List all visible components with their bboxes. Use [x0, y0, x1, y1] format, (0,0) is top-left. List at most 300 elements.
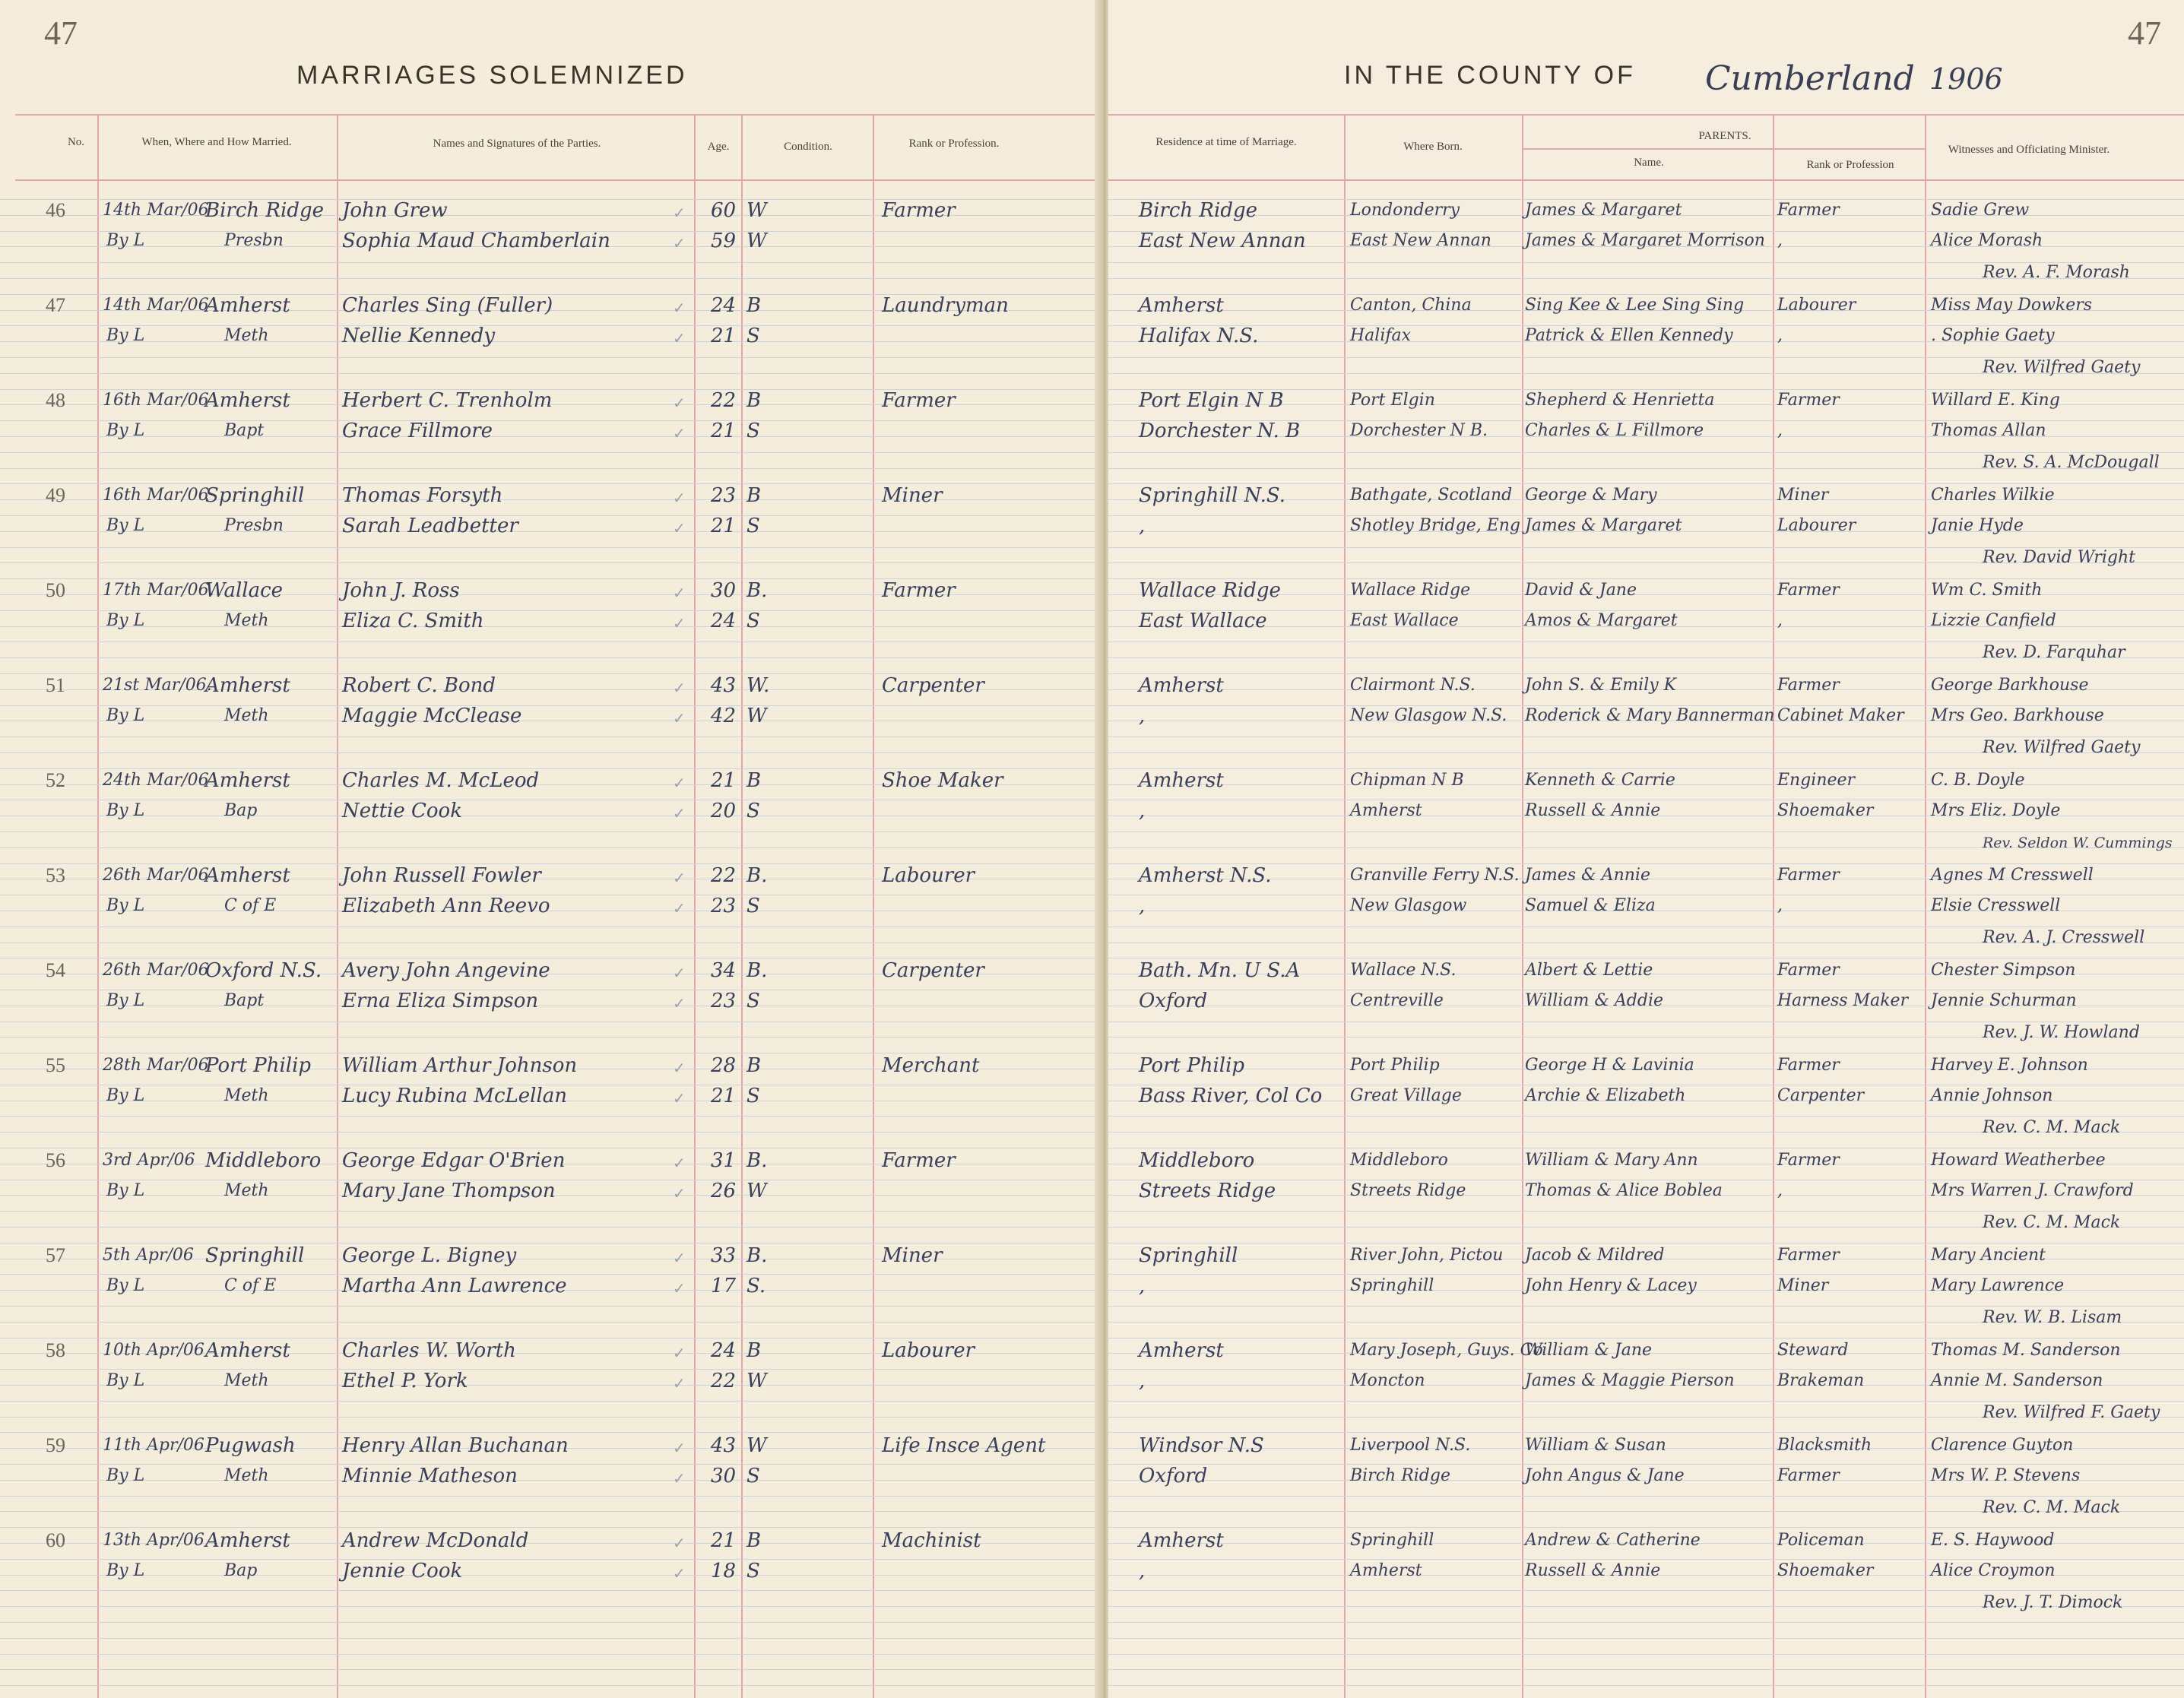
county-name: Cumberland [1705, 59, 1915, 98]
marriage-place: Springhill [205, 1244, 305, 1267]
ruled-line [1108, 1590, 2184, 1591]
header-rule-right [1108, 114, 2184, 116]
marriage-date: 17th Mar/06. [103, 581, 214, 600]
groom-profession: Carpenter [882, 674, 984, 697]
ruled-line [0, 610, 1101, 611]
denomination: Bapt [224, 991, 265, 1010]
ruled-line [0, 1116, 1101, 1117]
bride-name: Martha Ann Lawrence [342, 1275, 567, 1297]
ruled-line [0, 531, 1101, 532]
groom-residence: Bath. Mn. U S.A [1139, 959, 1301, 982]
bride-name: Lucy Rubina McLellan [342, 1085, 568, 1107]
groom-age: 60 [711, 199, 737, 222]
header-born: Where Born. [1403, 141, 1463, 153]
marriage-place: Amherst [205, 389, 290, 412]
marriage-place: Oxford N.S. [205, 959, 322, 982]
ruled-line [0, 1464, 1101, 1465]
groom-age: 21 [711, 1529, 737, 1552]
marriage-method: By L [106, 1181, 145, 1200]
bride-birthplace: Centreville [1350, 991, 1444, 1010]
entry-number: 54 [46, 959, 65, 981]
bride-condition: S [746, 990, 760, 1012]
marriage-method: By L [106, 1561, 145, 1580]
officiating-minister: Rev. J. W. Howland [1983, 1023, 2140, 1042]
witness-1: Charles Wilkie [1931, 486, 2055, 505]
ruled-line [0, 1401, 1101, 1402]
ruled-line [0, 1417, 1101, 1418]
groom-birthplace: Middleboro [1350, 1151, 1448, 1170]
check-mark-icon: ✓ [673, 1089, 686, 1107]
check-mark-icon: ✓ [673, 1154, 686, 1172]
groom-parents: John S. & Emily K [1525, 676, 1677, 695]
witness-1: Harvey E. Johnson [1931, 1056, 2088, 1075]
bride-age: 30 [711, 1465, 737, 1487]
check-mark-icon: ✓ [673, 804, 686, 822]
col-rule-2 [337, 114, 338, 1698]
bride-age: 17 [711, 1275, 737, 1297]
marriage-place: Amherst [205, 674, 290, 697]
marriage-method: By L [106, 421, 145, 440]
groom-condition: B. [746, 1244, 768, 1267]
witness-1: Clarence Guyton [1931, 1436, 2074, 1455]
entry-number: 59 [46, 1434, 65, 1456]
marriage-place: Birch Ridge [205, 199, 324, 222]
groom-name: John Grew [342, 199, 448, 222]
groom-age: 21 [711, 769, 737, 792]
bride-age: 42 [711, 705, 737, 727]
bride-parents-profession: Farmer [1777, 1466, 1840, 1485]
ruled-line [0, 468, 1101, 469]
groom-residence: Wallace Ridge [1139, 579, 1281, 602]
witness-2: Jennie Schurman [1931, 991, 2077, 1010]
groom-residence: Amherst [1139, 1339, 1224, 1362]
denomination: Meth [224, 1466, 269, 1485]
marriage-method: By L [106, 1276, 145, 1295]
groom-parents: William & Susan [1525, 1436, 1666, 1455]
denomination: Presbn [224, 516, 284, 535]
check-mark-icon: ✓ [673, 234, 686, 252]
col-rule-3 [694, 114, 696, 1698]
groom-name: Andrew McDonald [342, 1529, 529, 1552]
witness-1: Mary Ancient [1931, 1246, 2046, 1265]
bride-age: 18 [711, 1560, 737, 1582]
ruled-line [0, 1685, 1101, 1686]
witness-1: Miss May Dowkers [1931, 296, 2093, 315]
bride-residence: , [1139, 515, 1146, 537]
bride-residence: East New Annan [1139, 230, 1306, 252]
marriage-date: 16th Mar/06 [103, 391, 209, 410]
groom-condition: B [746, 294, 762, 317]
left-page-title: MARRIAGES SOLEMNIZED [296, 61, 688, 90]
entry-number: 56 [46, 1149, 65, 1171]
groom-birthplace: Londonderry [1350, 201, 1460, 220]
bride-parents: Roderick & Mary Bannerman [1525, 706, 1775, 725]
groom-parents-profession: Engineer [1777, 771, 1856, 790]
denomination: C of E [224, 896, 277, 915]
denomination: Presbn [224, 231, 284, 250]
bride-name: Nettie Cook [342, 800, 462, 822]
bride-age: 20 [711, 800, 737, 822]
check-mark-icon: ✓ [673, 614, 686, 632]
header-parents-name: Name. [1634, 157, 1664, 169]
bride-parents: Charles & L Fillmore [1525, 421, 1704, 440]
entry-number: 58 [46, 1339, 65, 1361]
entry-number: 46 [46, 199, 65, 221]
bride-parents-profession: Cabinet Maker [1777, 706, 1904, 725]
groom-parents-profession: Farmer [1777, 676, 1840, 695]
ruled-line [0, 1227, 1101, 1228]
header-witnesses: Witnesses and Officiating Minister. [1948, 144, 2110, 156]
bride-age: 23 [711, 990, 737, 1012]
header-when: When, Where and How Married. [141, 136, 292, 148]
officiating-minister: Rev. W. B. Lisam [1983, 1308, 2122, 1327]
check-mark-icon: ✓ [673, 394, 686, 412]
marriage-method: By L [106, 706, 145, 725]
ruled-line [0, 847, 1101, 848]
witness-1: C. B. Doyle [1931, 771, 2025, 790]
groom-age: 24 [711, 1339, 737, 1362]
officiating-minister: Rev. C. M. Mack [1983, 1118, 2121, 1137]
groom-parents-profession: Labourer [1777, 296, 1856, 315]
groom-birthplace: Springhill [1350, 1531, 1434, 1550]
groom-condition: B [746, 1054, 762, 1077]
marriage-date: 26th Mar/06 [103, 866, 209, 885]
bride-name: Eliza C. Smith [342, 610, 484, 632]
entry-number: 53 [46, 864, 65, 886]
groom-parents-profession: Farmer [1777, 1246, 1840, 1265]
marriage-method: By L [106, 896, 145, 915]
ruled-line [0, 1211, 1101, 1212]
groom-condition: B. [746, 579, 768, 602]
bride-residence: Streets Ridge [1139, 1180, 1276, 1202]
witness-2: Annie Johnson [1931, 1086, 2053, 1105]
bride-name: Jennie Cook [342, 1560, 463, 1582]
groom-birthplace: Wallace N.S. [1350, 961, 1457, 980]
header-names: Names and Signatures of the Parties. [433, 138, 601, 150]
groom-age: 30 [711, 579, 737, 602]
marriage-date: 13th Apr/06 [103, 1531, 204, 1550]
marriage-place: Amherst [205, 1529, 290, 1552]
right-page [1108, 0, 2184, 1698]
groom-age: 24 [711, 294, 737, 317]
entry-number: 55 [46, 1054, 65, 1076]
parents-sub-rule [1523, 148, 1926, 150]
groom-name: Herbert C. Trenholm [342, 389, 553, 412]
witness-2: Mrs Geo. Barkhouse [1931, 706, 2104, 725]
ruled-line [0, 1527, 1101, 1528]
groom-profession: Labourer [882, 864, 975, 887]
groom-parents-profession: Farmer [1777, 391, 1840, 410]
bride-condition: S [746, 325, 760, 347]
groom-parents: James & Margaret [1525, 201, 1682, 220]
groom-profession: Farmer [882, 1149, 956, 1172]
marriage-method: By L [106, 801, 145, 820]
denomination: Meth [224, 1086, 269, 1105]
bride-name: Mary Jane Thompson [342, 1180, 556, 1202]
denomination: C of E [224, 1276, 277, 1295]
groom-parents-profession: Farmer [1777, 1056, 1840, 1075]
groom-age: 43 [711, 1434, 737, 1457]
groom-birthplace: Granville Ferry N.S. [1350, 866, 1520, 885]
header-no: No. [67, 136, 85, 148]
entry-number: 48 [46, 389, 65, 411]
check-mark-icon: ✓ [673, 1344, 686, 1362]
groom-age: 43 [711, 674, 737, 697]
col-rule-4 [741, 114, 743, 1698]
header-residence: Residence at time of Marriage. [1155, 136, 1297, 148]
groom-age: 31 [711, 1149, 737, 1172]
bride-name: Nellie Kennedy [342, 325, 496, 347]
groom-condition: W. [746, 674, 770, 697]
ruled-line [0, 325, 1101, 326]
officiating-minister: Rev. Wilfred Gaety [1983, 738, 2141, 757]
entry-number: 49 [46, 484, 65, 506]
bride-residence: , [1139, 895, 1146, 917]
bride-residence: , [1139, 1370, 1146, 1392]
header-rule-left [15, 114, 1101, 116]
groom-residence: Amherst [1139, 1529, 1224, 1552]
groom-birthplace: Port Elgin [1350, 391, 1435, 410]
ruled-line [0, 1622, 1101, 1623]
bride-condition: S [746, 1465, 760, 1487]
witness-1: E. S. Haywood [1931, 1531, 2055, 1550]
groom-parents: Kenneth & Carrie [1525, 771, 1675, 790]
marriage-place: Middleboro [205, 1149, 322, 1172]
bride-birthplace: Moncton [1350, 1371, 1425, 1390]
ruled-line [0, 562, 1101, 563]
marriage-place: Springhill [205, 484, 305, 507]
bride-parents-profession: Shoemaker [1777, 1561, 1874, 1580]
bride-name: Elizabeth Ann Reevo [342, 895, 550, 917]
ruled-line [0, 626, 1101, 627]
check-mark-icon: ✓ [673, 1249, 686, 1267]
marriage-date: 24th Mar/06 [103, 771, 209, 790]
witness-1: Sadie Grew [1931, 201, 2030, 220]
groom-name: George Edgar O'Brien [342, 1149, 566, 1172]
bride-residence: , [1139, 1275, 1146, 1297]
groom-profession: Miner [882, 1244, 943, 1267]
ruled-line [0, 1385, 1101, 1386]
groom-residence: Amherst [1139, 769, 1224, 792]
ruled-line [0, 373, 1101, 374]
officiating-minister: Rev. J. T. Dimock [1983, 1593, 2123, 1612]
ruled-line [0, 262, 1101, 263]
bride-birthplace: Dorchester N B. [1350, 421, 1488, 440]
witness-2: Mrs Eliz. Doyle [1931, 801, 2061, 820]
groom-profession: Laundryman [882, 294, 1009, 317]
groom-parents: Shepherd & Henrietta [1525, 391, 1715, 410]
marriage-place: Amherst [205, 864, 290, 887]
bride-age: 21 [711, 325, 737, 347]
ruled-line [0, 515, 1101, 516]
ruled-line [0, 420, 1101, 421]
bride-name: Sophia Maud Chamberlain [342, 230, 610, 252]
bride-birthplace: Shotley Bridge, Eng [1350, 516, 1521, 535]
left-page-number: 47 [44, 14, 78, 52]
groom-age: 22 [711, 389, 737, 412]
ruled-line [0, 278, 1101, 279]
groom-birthplace: Port Philip [1350, 1056, 1440, 1075]
bride-birthplace: New Glasgow N.S. [1350, 706, 1507, 725]
ruled-line [0, 752, 1101, 753]
ruled-line [0, 1480, 1101, 1481]
check-mark-icon: ✓ [673, 424, 686, 442]
bride-birthplace: East Wallace [1350, 611, 1459, 630]
check-mark-icon: ✓ [673, 964, 686, 982]
marriage-place: Amherst [205, 1339, 290, 1362]
groom-parents-profession: Farmer [1777, 581, 1840, 600]
witness-1: George Barkhouse [1931, 676, 2089, 695]
col-rule-r1 [1344, 114, 1346, 1698]
check-mark-icon: ✓ [673, 1469, 686, 1487]
bride-condition: W [746, 230, 767, 252]
groom-name: Robert C. Bond [342, 674, 496, 697]
groom-residence: Windsor N.S [1139, 1434, 1264, 1457]
ruled-line [0, 1669, 1101, 1670]
check-mark-icon: ✓ [673, 1374, 686, 1392]
bride-residence: , [1139, 1560, 1146, 1582]
groom-parents-profession: Blacksmith [1777, 1436, 1872, 1455]
groom-name: George L. Bigney [342, 1244, 517, 1267]
bride-birthplace: New Glasgow [1350, 896, 1467, 915]
groom-profession: Merchant [882, 1054, 980, 1077]
check-mark-icon: ✓ [673, 299, 686, 317]
check-mark-icon: ✓ [673, 709, 686, 727]
ruled-line [0, 657, 1101, 658]
bride-age: 24 [711, 610, 737, 632]
ruled-line [1108, 1638, 2184, 1639]
groom-residence: Amherst N.S. [1139, 864, 1272, 887]
officiating-minister: Rev. S. A. McDougall [1983, 453, 2160, 472]
officiating-minister: Rev. D. Farquhar [1983, 643, 2125, 662]
ruled-line [0, 1496, 1101, 1497]
marriage-date: 26th Mar/06 [103, 961, 209, 980]
ruled-line [0, 1606, 1101, 1607]
witness-1: Chester Simpson [1931, 961, 2076, 980]
ruled-line [0, 1511, 1101, 1512]
witness-1: Agnes M Cresswell [1931, 866, 2094, 885]
ruled-line [0, 547, 1101, 548]
bride-condition: S [746, 420, 760, 442]
bride-condition: S [746, 895, 760, 917]
officiating-minister: Rev. C. M. Mack [1983, 1213, 2121, 1232]
right-page-number: 47 [2128, 14, 2161, 52]
check-mark-icon: ✓ [673, 584, 686, 602]
check-mark-icon: ✓ [673, 1564, 686, 1582]
groom-residence: Port Philip [1139, 1054, 1245, 1077]
marriage-place: Wallace [205, 579, 284, 602]
check-mark-icon: ✓ [673, 519, 686, 537]
bride-parents-profession: , [1777, 421, 1783, 440]
check-mark-icon: ✓ [673, 1439, 686, 1457]
groom-profession: Life Insce Agent [882, 1434, 1046, 1457]
check-mark-icon: ✓ [673, 489, 686, 507]
ruled-line [0, 1306, 1101, 1307]
check-mark-icon: ✓ [673, 899, 686, 917]
bride-parents: James & Margaret Morrison [1525, 231, 1765, 250]
marriage-method: By L [106, 1086, 145, 1105]
bride-name: Sarah Leadbetter [342, 515, 518, 537]
ruled-line [1108, 1432, 2184, 1433]
bride-condition: S [746, 1560, 760, 1582]
check-mark-icon: ✓ [673, 869, 686, 887]
bride-residence: Oxford [1139, 1465, 1208, 1487]
marriage-method: By L [106, 516, 145, 535]
denomination: Meth [224, 326, 269, 345]
bride-parents: Russell & Annie [1525, 801, 1661, 820]
witness-1: Willard E. King [1931, 391, 2060, 410]
groom-condition: W [746, 1434, 767, 1457]
ruled-line [1108, 1622, 2184, 1623]
bride-condition: W [746, 1180, 767, 1202]
ruled-line [0, 1654, 1101, 1655]
denomination: Meth [224, 611, 269, 630]
header-age: Age. [707, 141, 730, 153]
bride-condition: W [746, 1370, 767, 1392]
witness-2: Mrs Warren J. Crawford [1931, 1181, 2134, 1200]
ruled-line [1108, 1685, 2184, 1686]
check-mark-icon: ✓ [673, 1059, 686, 1077]
bride-birthplace: Streets Ridge [1350, 1181, 1466, 1200]
denomination: Bap [224, 1561, 258, 1580]
ruled-line [0, 1559, 1101, 1560]
check-mark-icon: ✓ [673, 994, 686, 1012]
bride-residence: , [1139, 800, 1146, 822]
bride-parents: William & Addie [1525, 991, 1664, 1010]
bride-parents-profession: Carpenter [1777, 1086, 1865, 1105]
register-year: 1906 [1929, 62, 2003, 96]
officiating-minister: Rev. Seldon W. Cummings [1983, 835, 2173, 851]
marriage-date: 21st Mar/06. [103, 676, 212, 695]
groom-condition: B. [746, 1149, 768, 1172]
bride-parents: Samuel & Eliza [1525, 896, 1656, 915]
groom-name: Charles Sing (Fuller) [342, 294, 553, 317]
marriage-method: By L [106, 611, 145, 630]
col-rule-5 [873, 114, 874, 1698]
bride-parents: Amos & Margaret [1525, 611, 1678, 630]
header-condition: Condition. [784, 141, 832, 153]
groom-name: Avery John Angevine [342, 959, 550, 982]
witness-2: Mary Lawrence [1931, 1276, 2065, 1295]
bride-parents-profession: , [1777, 326, 1783, 345]
bride-residence: , [1139, 705, 1146, 727]
header-parents: PARENTS. [1698, 130, 1751, 142]
bride-parents: Russell & Annie [1525, 1561, 1661, 1580]
col-rule-r3 [1773, 114, 1774, 1698]
bride-birthplace: Amherst [1350, 1561, 1422, 1580]
groom-parents-profession: Steward [1777, 1341, 1849, 1360]
bride-age: 59 [711, 230, 737, 252]
bride-name: Grace Fillmore [342, 420, 493, 442]
bride-parents-profession: Brakeman [1777, 1371, 1865, 1390]
header-bottom-rule-left [15, 179, 1101, 181]
bride-parents: John Henry & Lacey [1525, 1276, 1697, 1295]
officiating-minister: Rev. C. M. Mack [1983, 1498, 2121, 1517]
bride-name: Maggie McClease [342, 705, 522, 727]
ruled-line [1108, 1654, 2184, 1655]
col-rule-r2 [1522, 114, 1523, 1698]
groom-birthplace: Canton, China [1350, 296, 1472, 315]
check-mark-icon: ✓ [673, 1184, 686, 1202]
marriage-date: 16th Mar/06 [103, 486, 209, 505]
groom-residence: Springhill N.S. [1139, 484, 1286, 507]
groom-age: 22 [711, 864, 737, 887]
groom-name: John J. Ross [342, 579, 460, 602]
ruled-line [0, 341, 1101, 342]
col-rule-r4 [1925, 114, 1926, 1698]
groom-residence: Birch Ridge [1139, 199, 1257, 222]
ruled-line [0, 1322, 1101, 1323]
